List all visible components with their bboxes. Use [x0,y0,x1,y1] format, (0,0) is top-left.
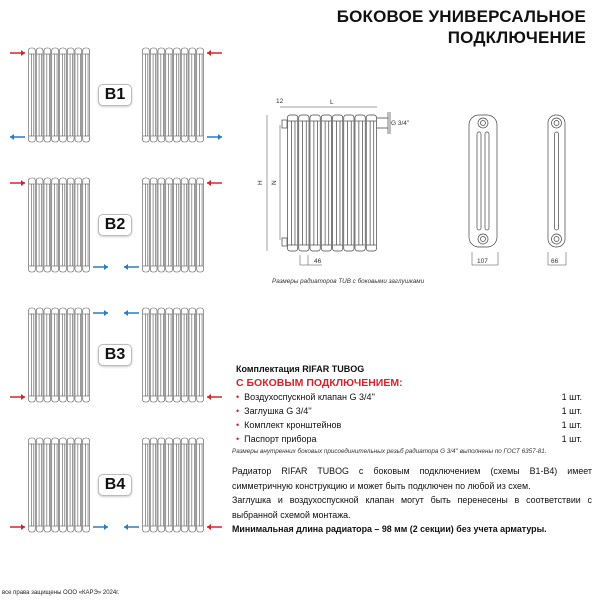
scheme-label: B3 [98,344,132,366]
kit-item [236,420,582,430]
description-p2: Заглушка и воздухоспускной клапан могут быть перенесены в соответствии с выбранной схемой монтажа. [232,495,592,520]
return-arrow-icon [207,134,222,140]
supply-arrow-icon [10,50,25,56]
dim-section: 46 [314,258,322,265]
dim-depth-front: 107 [477,258,488,265]
dim-height: H [257,180,264,185]
supply-arrow-icon [207,394,222,400]
kit-item-name: Паспорт прибора [244,434,317,444]
supply-arrow-icon [207,50,222,56]
page-title-line1: БОКОВОЕ УНИВЕРСАЛЬНОЕ [336,7,586,26]
supply-arrow-icon [207,180,222,186]
kit-item-qty: 1 шт. [561,434,582,444]
dim-offset: 12 [276,98,284,105]
radiator-left [29,438,90,532]
radiator-right [143,48,204,142]
return-arrow-icon [124,524,139,530]
radiator-right [143,438,204,532]
dim-thread: G 3/4'' [391,120,410,127]
description [232,464,592,537]
scheme-label: B2 [98,214,132,236]
scheme-label: B4 [98,474,132,496]
bullet-icon: • [236,406,240,416]
bullet-icon: • [236,420,240,430]
scheme-label: B1 [98,84,132,106]
radiator-left [29,308,90,402]
kit-item-qty: 1 шт. [561,420,582,430]
dimension-drawing [240,90,600,280]
supply-arrow-icon [10,180,25,186]
page-title-line2: ПОДКЛЮЧЕНИЕ [447,28,586,47]
kit-subtitle: С БОКОВЫМ ПОДКЛЮЧЕНИЕМ: [236,377,403,389]
kit-item [236,434,582,444]
copyright: все права защищены ООО «КАРЭ» 2024г. [2,590,120,596]
kit-item-name: Заглушка G 3/4'' [244,406,312,416]
kit-item-qty: 1 шт. [561,406,582,416]
supply-arrow-icon [10,524,25,530]
kit-item [236,406,582,416]
return-arrow-icon [93,310,108,316]
drawing-caption: Размеры радиаторов TUB с боковыми заглушками [272,278,425,285]
kit-item-qty: 1 шт. [561,392,582,402]
return-arrow-icon [124,264,139,270]
radiator-side-view-wide [469,115,497,247]
return-arrow-icon [93,264,108,270]
radiator-front-view [282,112,390,251]
supply-arrow-icon [10,394,25,400]
description-p1: Радиатор RIFAR TUBOG с боковым подключением (схемы В1-В4) имеет симметричную конструкцию и может быть подключен по любой из схем. [232,466,592,491]
return-arrow-icon [124,310,139,316]
dimension-lines [267,107,566,265]
radiator-left [29,48,90,142]
dim-axis: N [271,180,278,185]
kit-item-name: Комплект кронштейнов [244,420,342,430]
kit-item-name: Воздухоспускной клапан G 3/4'' [244,392,375,402]
return-arrow-icon [93,524,108,530]
dim-depth-side: 66 [551,258,559,265]
supply-arrow-icon [207,524,222,530]
kit-item [236,392,582,402]
radiator-right [143,308,204,402]
bullet-icon: • [236,392,240,402]
return-arrow-icon [10,134,25,140]
description-p3: Минимальная длина радиатора – 98 мм (2 секции) без учета арматуры. [232,524,547,535]
bullet-icon: • [236,434,240,444]
kit-title: Комплектация RIFAR TUBOG [236,364,365,374]
radiator-left [29,178,90,272]
radiator-side-view-narrow [548,115,565,247]
dim-length: L [330,99,334,106]
radiator-right [143,178,204,272]
thread-note: Размеры внутренних боковых присоединительных резьб радиатора G 3/4'' выполнены по ГОСТ 6357-81. [232,448,547,455]
